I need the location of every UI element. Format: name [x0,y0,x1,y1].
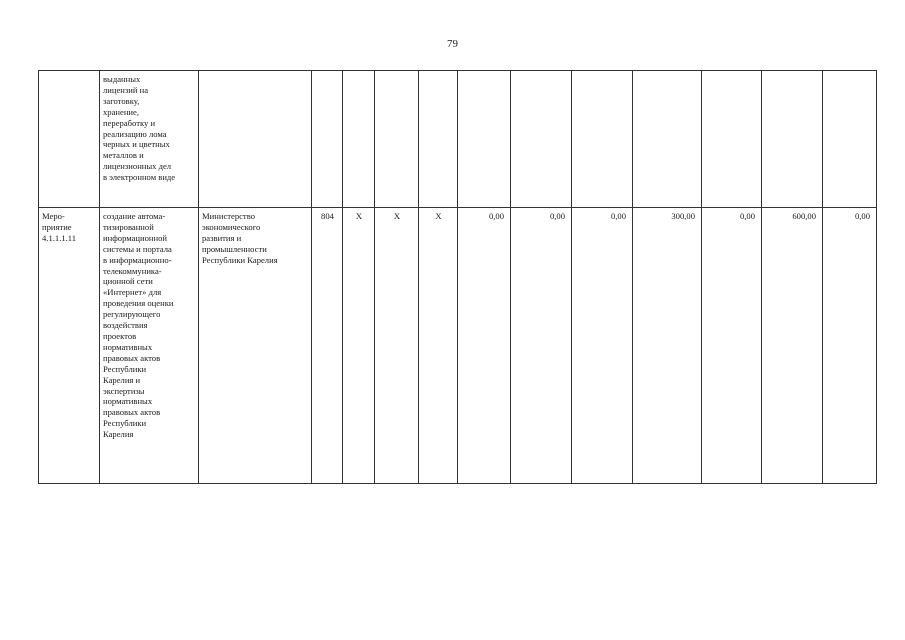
grbs-cell [312,71,343,208]
table-row [39,71,877,208]
value-cell [762,71,823,208]
executor-cell: Министерство экономического развития и промышленности Республики Карелия [199,208,312,484]
vr-cell [419,71,458,208]
description-cell: создание автома- тизированной информационной системы и портала в информационно- телекоммуника- ционной сети «Интернет» для проведения оценки регулирующего воздействия проектов нормативных правовых актов Республики Карелия и экспертизы нормативных правовых актов Республики Карелия [100,208,199,484]
value-cell [702,71,762,208]
budget-table [38,70,877,484]
value-cell [572,71,633,208]
value-cell: 300,00 [633,208,702,484]
csr-cell: Х [375,208,419,484]
value-cell: 0,00 [511,208,572,484]
page-number: 79 [447,38,458,50]
value-cell [633,71,702,208]
rzpr-cell [343,71,375,208]
event-cell [39,71,100,208]
value-cell [458,71,511,208]
vr-cell: Х [419,208,458,484]
table-row [39,208,877,484]
grbs-cell: 804 [312,208,343,484]
value-cell: 0,00 [702,208,762,484]
executor-cell [199,71,312,208]
value-cell: 0,00 [823,208,877,484]
value-cell: 0,00 [572,208,633,484]
csr-cell [375,71,419,208]
value-cell: 600,00 [762,208,823,484]
value-cell [511,71,572,208]
event-cell: Меро- приятие 4.1.1.1.11 [39,208,100,484]
description-cell: выданных лицензий на заготовку, хранение, переработку и реализацию лома черных и цветных металлов и лицензионных дел в электронном виде [100,71,199,208]
value-cell [823,71,877,208]
rzpr-cell: Х [343,208,375,484]
value-cell: 0,00 [458,208,511,484]
